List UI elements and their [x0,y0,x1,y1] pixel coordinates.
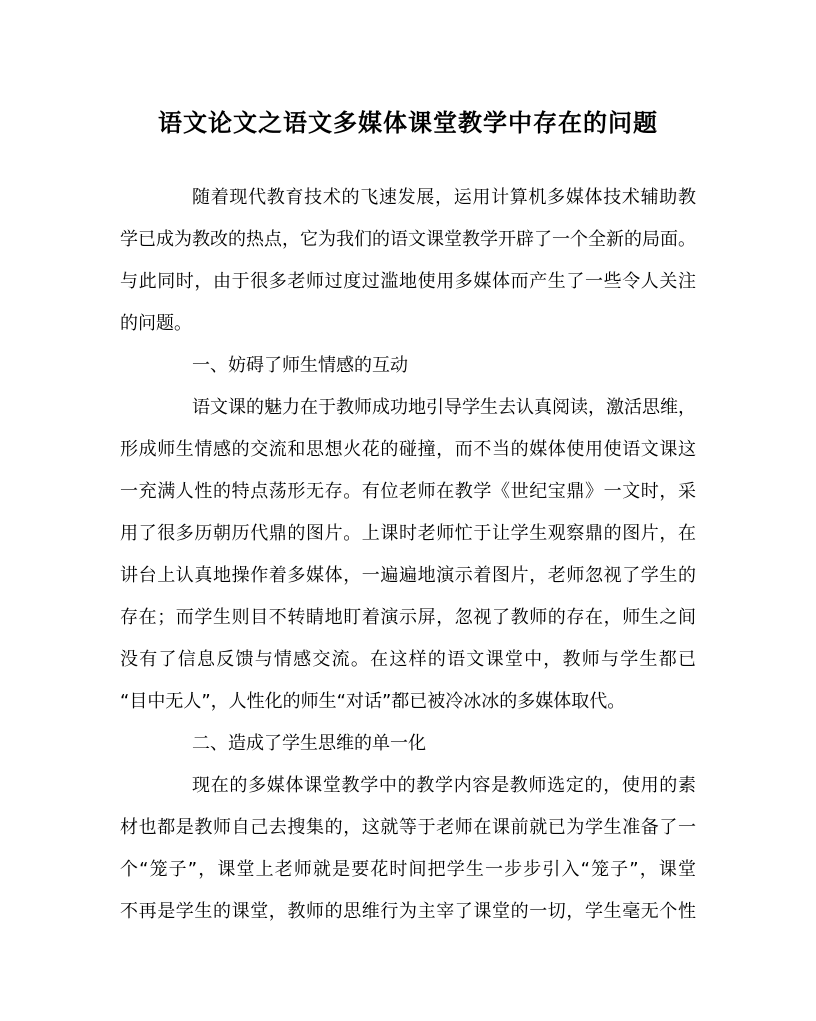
body-line: 形成师生情感的交流和思想火花的碰撞，而不当的媒体使用使语文课这 [120,439,696,460]
document-title: 语文论文之语文多媒体课堂教学中存在的问题 [158,108,658,137]
body-line: 语文课的魅力在于教师成功地引导学生去认真阅读，激活思维， [192,397,696,418]
body-line: 存在；而学生则目不转睛地盯着演示屏，忽视了教师的存在，师生之间 [120,607,696,628]
section-heading: 二、造成了学生思维的单一化 [192,733,426,754]
body-line: 学已成为教改的热点，它为我们的语文课堂教学开辟了一个全新的局面。 [120,229,696,250]
body-line: 用了很多历朝历代鼎的图片。上课时老师忙于让学生观察鼎的图片，在 [120,523,696,544]
body-line: 个“笼子”，课堂上老师就是要花时间把学生一步步引入“笼子”，课堂 [120,859,696,880]
section-heading: 一、妨碍了师生情感的互动 [192,355,408,376]
body-line: 现在的多媒体课堂教学中的教学内容是教师选定的，使用的素 [192,775,696,796]
body-line: 材也都是教师自己去搜集的，这就等于老师在课前就已为学生准备了一 [120,817,696,838]
body-line: 的问题。 [120,313,192,334]
body-line: “目中无人”，人性化的师生“对话”都已被冷冰冰的多媒体取代。 [120,691,626,712]
body-line: 不再是学生的课堂，教师的思维行为主宰了课堂的一切，学生毫无个性 [120,901,696,922]
body-line: 没有了信息反馈与情感交流。在这样的语文课堂中，教师与学生都已 [120,649,696,670]
body-line: 与此同时，由于很多老师过度过滥地使用多媒体而产生了一些令人关注 [120,271,696,292]
body-line: 讲台上认真地操作着多媒体，一遍遍地演示着图片，老师忽视了学生的 [120,565,696,586]
body-line: 一充满人性的特点荡形无存。有位老师在教学《世纪宝鼎》一文时，采 [120,481,696,502]
body-line: 随着现代教育技术的飞速发展，运用计算机多媒体技术辅助教 [192,187,696,208]
